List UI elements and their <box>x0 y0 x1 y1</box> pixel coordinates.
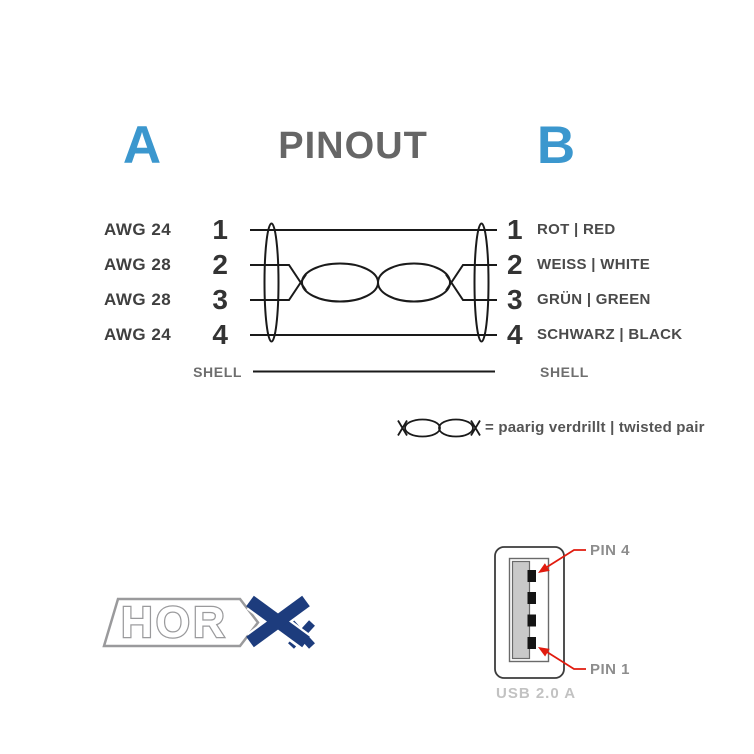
usb-pin4-label: PIN 4 <box>590 542 631 559</box>
shell-label-left: SHELL <box>193 364 242 380</box>
usb-connector-diagram <box>495 547 586 678</box>
twisted-pair-icon <box>398 420 480 437</box>
pin-number-a-4: 4 <box>212 319 228 350</box>
usb-contact-pin4 <box>528 570 537 582</box>
usb-contact-pin2 <box>528 615 537 627</box>
usb-contact-pin1 <box>528 637 537 649</box>
usb-contact-pin3 <box>528 592 537 604</box>
horx-logo <box>104 598 312 647</box>
pin-number-b-2: 2 <box>507 249 523 280</box>
awg-label-row1: AWG 24 <box>104 220 172 239</box>
usb-tongue <box>513 562 530 659</box>
wire-color-row4: SCHWARZ | BLACK <box>537 326 683 343</box>
pin-number-b-3: 3 <box>507 284 523 315</box>
logo-hor-text: HOR <box>121 598 228 647</box>
wire-color-row3: GRÜN | GREEN <box>537 291 651 308</box>
shell-label-right: SHELL <box>540 364 589 380</box>
awg-label-row4: AWG 24 <box>104 325 172 344</box>
page-title: PINOUT <box>278 125 428 167</box>
wire-color-row1: ROT | RED <box>537 221 616 238</box>
pin-number-b-4: 4 <box>507 319 523 350</box>
connector-b-label: B <box>536 116 576 175</box>
twist-loop-1 <box>302 264 378 302</box>
pin-number-a-1: 1 <box>212 214 228 245</box>
pin-number-a-2: 2 <box>212 249 228 280</box>
awg-label-row2: AWG 28 <box>104 255 172 274</box>
twisted-pair-legend-label: = paarig verdrillt | twisted pair <box>485 419 705 436</box>
pin-number-a-3: 3 <box>212 284 228 315</box>
cable-wires <box>250 224 497 372</box>
usb-pin1-label: PIN 1 <box>590 661 631 678</box>
connector-a-label: A <box>122 116 162 175</box>
twist-loop-2 <box>378 264 450 302</box>
sheath-ellipse-right <box>475 224 489 342</box>
usb-type-caption: USB 2.0 A <box>496 685 577 702</box>
wire-color-row2: WEISS | WHITE <box>537 256 651 273</box>
sheath-ellipse-left <box>265 224 279 342</box>
awg-label-row3: AWG 28 <box>104 290 172 309</box>
pin-number-b-1: 1 <box>507 214 523 245</box>
